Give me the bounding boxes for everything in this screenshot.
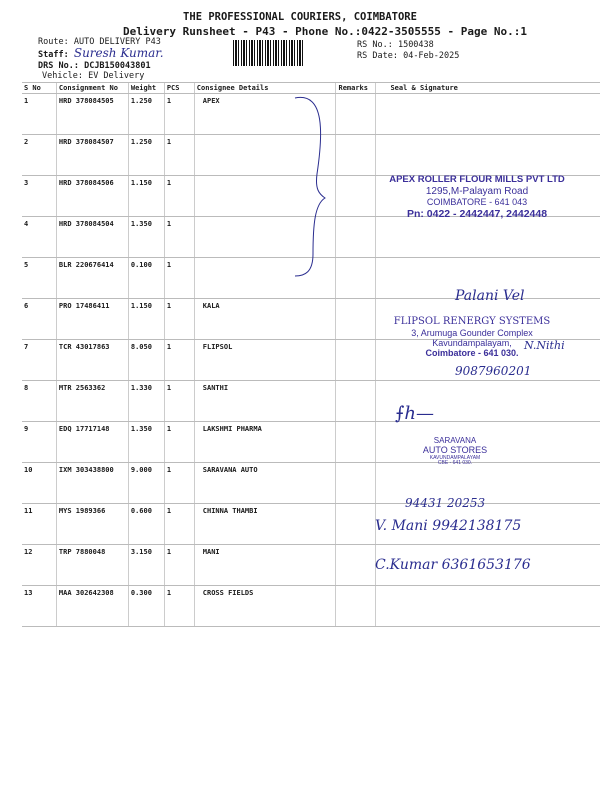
pcs-cell: 1 — [164, 299, 194, 340]
consignment-cell: HRD 378084506 — [56, 176, 128, 217]
rs-no-label: RS No.: — [357, 40, 393, 50]
seal-cell — [376, 135, 600, 176]
col-sno: S No — [22, 83, 56, 94]
col-consignee: Consignee Details — [194, 83, 336, 94]
stamp-line: 3, Arumuga Gounder Complex — [411, 327, 533, 338]
stamp-line: KAVUNDAMPALAYAM — [429, 454, 481, 461]
consignment-cell: MTR 2563362 — [56, 381, 128, 422]
consignment-cell: TRP 7880048 — [56, 545, 128, 586]
col-weight: Weight — [128, 83, 164, 94]
seal-cell — [376, 94, 600, 135]
staff-line — [38, 47, 164, 60]
table-row — [22, 381, 600, 422]
stamp-line: 1295,M-Palayam Road — [425, 185, 529, 197]
saravana-stamp — [405, 436, 505, 467]
consignment-cell: HRD 378084504 — [56, 217, 128, 258]
remarks-cell — [336, 94, 376, 135]
consignee-cell: CROSS FIELDS — [194, 586, 336, 627]
sno-cell: 1 — [22, 94, 56, 135]
staff-signature: Suresh Kumar. — [73, 46, 164, 60]
pcs-cell: 1 — [164, 381, 194, 422]
consignee-cell: SANTHI — [194, 381, 336, 422]
remarks-cell — [336, 217, 376, 258]
consignee-cell: FLIPSOL — [194, 340, 336, 381]
consignee-cell: KALA — [194, 299, 336, 340]
sno-cell: 10 — [22, 463, 56, 504]
weight-cell: 8.050 — [128, 340, 164, 381]
stamp-line: AUTO STORES — [422, 445, 488, 456]
table-row — [22, 463, 600, 504]
stamp-line: FLIPSOL RENERGY SYSTEMS — [393, 316, 551, 327]
stamp-line: Coimbatore - 641 030. — [425, 348, 519, 359]
drs-line — [38, 61, 151, 71]
stamp-line: APEX ROLLER FLOUR MILLS PVT LTD — [389, 174, 565, 185]
cross-signature: C.Kumar 6361653176 — [375, 557, 531, 573]
consignee-cell: SARAVANA AUTO — [194, 463, 336, 504]
consignment-cell: TCR 43017863 — [56, 340, 128, 381]
sno-cell: 9 — [22, 422, 56, 463]
remarks-cell — [336, 258, 376, 299]
route-value: AUTO DELIVERY P43 — [73, 37, 161, 47]
remarks-cell — [336, 135, 376, 176]
sno-cell: 12 — [22, 545, 56, 586]
kala-signature: Palani Vel — [455, 288, 525, 304]
stamp-line: COIMBATORE - 641 043 — [426, 197, 528, 208]
sno-cell: 4 — [22, 217, 56, 258]
pcs-cell: 1 — [164, 340, 194, 381]
seal-cell — [376, 586, 600, 627]
pcs-cell: 1 — [164, 504, 194, 545]
runsheet-subtitle: Delivery Runsheet - P43 - Phone No.:0422-3505555 - Page No.:1 — [123, 25, 527, 38]
col-pcs: PCS — [164, 83, 194, 94]
drs-value: DCJB150043801 — [84, 61, 151, 71]
consignee-cell: MANI — [194, 545, 336, 586]
vehicle-value: EV Delivery — [88, 71, 145, 81]
table-header-row — [22, 83, 600, 94]
pcs-cell: 1 — [164, 545, 194, 586]
sno-cell: 5 — [22, 258, 56, 299]
consignment-cell: PRO 17486411 — [56, 299, 128, 340]
brace-mark — [285, 94, 335, 284]
remarks-cell — [336, 586, 376, 627]
table-row — [22, 586, 600, 627]
weight-cell: 9.000 — [128, 463, 164, 504]
stamp-line: CBE - 641 030. — [437, 460, 473, 467]
col-consignment: Consignment No — [56, 83, 128, 94]
mani-signature: V. Mani 9942138175 — [375, 518, 522, 534]
weight-cell: 1.350 — [128, 422, 164, 463]
remarks-cell — [336, 545, 376, 586]
flipsol-phone: 9087960201 — [455, 364, 532, 378]
weight-cell: 0.300 — [128, 586, 164, 627]
flipsol-stamp — [372, 316, 572, 359]
remarks-cell — [336, 176, 376, 217]
sno-cell: 2 — [22, 135, 56, 176]
vehicle-label: Vehicle: — [42, 71, 83, 81]
remarks-cell — [336, 463, 376, 504]
staff-label: Staff: — [38, 50, 69, 60]
rs-no-value: 1500438 — [397, 40, 434, 50]
weight-cell: 1.150 — [128, 299, 164, 340]
pcs-cell: 1 — [164, 176, 194, 217]
pcs-cell: 1 — [164, 463, 194, 504]
pcs-cell: 1 — [164, 422, 194, 463]
consignee-cell: LAKSHMI PHARMA — [194, 422, 336, 463]
weight-cell: 1.330 — [128, 381, 164, 422]
consignment-cell: HRD 378084505 — [56, 94, 128, 135]
weight-cell: 0.600 — [128, 504, 164, 545]
consignment-cell: MYS 1989366 — [56, 504, 128, 545]
consignment-cell: IXM 303438800 — [56, 463, 128, 504]
chinna-phone: 94431 20253 — [405, 496, 486, 510]
remarks-cell — [336, 422, 376, 463]
pcs-cell: 1 — [164, 135, 194, 176]
stamp-line: SARAVANA — [433, 436, 477, 445]
barcode — [233, 40, 303, 66]
remarks-cell — [336, 504, 376, 545]
rs-no-line — [357, 40, 434, 50]
consignee-cell: CHINNA THAMBI — [194, 504, 336, 545]
rs-date-label: RS Date: — [357, 51, 398, 61]
weight-cell: 1.250 — [128, 135, 164, 176]
consignment-cell: EDQ 17717148 — [56, 422, 128, 463]
apex-stamp — [372, 175, 582, 220]
consignment-cell: MAA 302642308 — [56, 586, 128, 627]
pcs-cell: 1 — [164, 94, 194, 135]
sno-cell: 8 — [22, 381, 56, 422]
sno-cell: 6 — [22, 299, 56, 340]
weight-cell: 1.150 — [128, 176, 164, 217]
col-seal: Seal & Signature — [376, 83, 600, 94]
pcs-cell: 1 — [164, 586, 194, 627]
pcs-cell: 1 — [164, 217, 194, 258]
consignment-cell: HRD 378084507 — [56, 135, 128, 176]
consignee-cell: APEX — [194, 94, 336, 135]
col-remarks: Remarks — [336, 83, 376, 94]
route-label: Route: — [38, 37, 69, 47]
sno-cell: 3 — [22, 176, 56, 217]
consignment-cell: BLR 220676414 — [56, 258, 128, 299]
table-row — [22, 422, 600, 463]
sno-cell: 13 — [22, 586, 56, 627]
remarks-cell — [336, 299, 376, 340]
rs-date-value: 04-Feb-2025 — [403, 51, 460, 61]
sno-cell: 11 — [22, 504, 56, 545]
weight-cell: 1.350 — [128, 217, 164, 258]
pcs-cell: 1 — [164, 258, 194, 299]
stamp-line: Kavundampalayam, — [432, 337, 512, 348]
weight-cell: 1.250 — [128, 94, 164, 135]
weight-cell: 0.100 — [128, 258, 164, 299]
stamp-line: Pn: 0422 - 2442447, 2442448 — [406, 207, 548, 220]
drs-label: DRS No.: — [38, 61, 79, 71]
company-title: THE PROFESSIONAL COURIERS, COIMBATORE — [183, 11, 417, 23]
vehicle-line — [42, 71, 144, 81]
seal-cell — [376, 217, 600, 258]
pharma-signature: ⨍h— — [395, 403, 434, 424]
sno-cell: 7 — [22, 340, 56, 381]
flipsol-signature: N.Nithi — [524, 339, 565, 352]
rs-date-line — [357, 51, 459, 61]
weight-cell: 3.150 — [128, 545, 164, 586]
remarks-cell — [336, 381, 376, 422]
remarks-cell — [336, 340, 376, 381]
